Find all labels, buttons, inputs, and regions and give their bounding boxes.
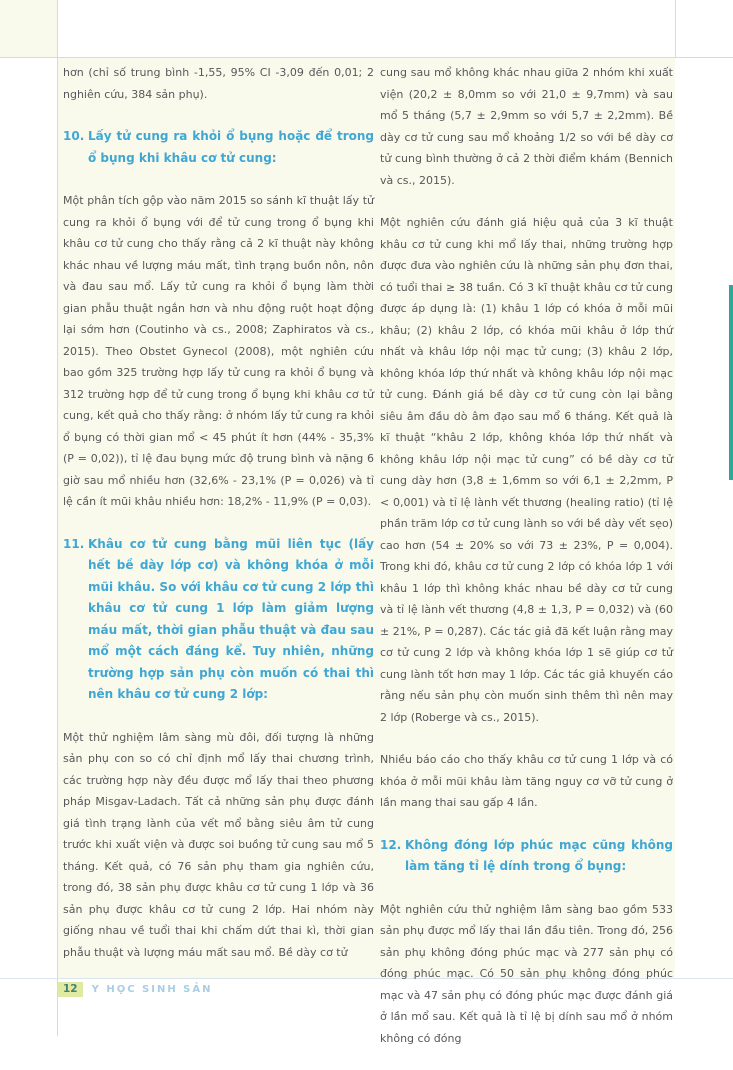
- paragraph-section-11-part1: Một thử nghiệm lâm sàng mù đôi, đối tượng là những sản phụ con so có chỉ định mổ lấy thai chương trình, các trường hợp này đều được mổ lấy thai theo phương pháp Misgav-Ladach. Tất cả những sản phụ được đánh giá tình trạng lành của vết mổ bằng siêu âm tử cung trước khi xuất viện và được soi buồng tử cung sau mổ 5 tháng. Kết quả, có 76 sản phụ tham gia nghiên cứu, trong đó, 38 sản phụ được khâu cơ tử cung 1 lớp và 36 sản phụ được khâu cơ tử cung 2 lớp. Hai nhóm này giống nhau về tuổi thai khi chấm dứt thai kì, thời gian phẫu thuật và lượng máu mất sau mổ. Bề dày cơ tử: [63, 730, 374, 959]
- section-10-number: 10.: [63, 129, 85, 143]
- section-11-title: Khâu cơ tử cung bằng mũi liên tục (lấy hết bề dày lớp cơ) và không khóa ở mỗi mũi khâu. So với khâu cơ tử cung 2 lớp thì khâu cơ tử cung 1 lớp làm giảm lượng máu mất, thời gian phẫu thuật và đau sau mổ một cách đáng kể. Tuy nhiên, những trường hợp sản phụ còn muốn có thai thì nên khâu cơ tử cung 2 lớp:: [88, 536, 374, 701]
- section-heading-12: [380, 835, 673, 878]
- left-margin-rule: [57, 0, 58, 1036]
- paragraph-section-11-part3: Một nghiên cứu đánh giá hiệu quả của 3 kĩ thuật khâu cơ tử cung khi mổ lấy thai, những trường hợp được đưa vào nghiên cứu là những sản phụ đơn thai, có tuổi thai ≥ 38 tuần. Có 3 kĩ thuật khâu cơ tử cung được áp dụng là: (1) khâu 1 lớp có khóa ở mỗi mũi khâu; (2) khâu 2 lớp, có khóa mũi khâu ở lớp thứ nhất và khâu lớp nội mạc tử cung; (3) khâu 2 lớp, không khóa lớp thứ nhất và không khâu lớp nội mạc tử cung. Đánh giá bề dày cơ tử cung còn lại bằng siêu âm đầu dò âm đạo sau mổ 6 tháng. Kết quả là kĩ thuật “khâu 2 lớp, không khóa lớp thứ nhất và không khâu lớp nội mạc tử cung” có bề dày cơ tử cung dày hơn (3,8 ± 1,6mm so với 6,1 ± 2,2mm, P < 0,001) và tỉ lệ lành vết thương (healing ratio) (tỉ lệ phần trăm lớp cơ tử cung lành so với bề dày vết sẹo) cao hơn (54 ± 20% so với 73 ± 23%, P = 0,004). Trong khi đó, khâu cơ tử cung 2 lớp có khóa lớp 1 với khâu 1 lớp thì không khác nhau bề dày cơ tử cung và tỉ lệ lành vết thương (4,8 ± 1,3, P = 0,032) và (60 ± 21%, P = 0,287). Các tác giả đã kết luận rằng may cơ tử cung 2 lớp và không khóa lớp 1 sẽ giúp cơ tử cung lành tốt hơn may 1 lớp. Các tác giả khuyến cáo rằng nếu sản phụ còn muốn sinh thêm thì nên may 2 lớp (Roberge và cs., 2015).: [380, 216, 673, 724]
- section-11-number: 11.: [63, 536, 85, 551]
- paragraph-section-11-part4: Nhiều báo cáo cho thấy khâu cơ tử cung 1 lớp và có khóa ở mỗi mũi khâu làm tăng nguy cơ vỡ tử cung ở lần mang thai sau gấp 4 lần.: [380, 753, 673, 809]
- edge-tab-marker: [729, 285, 733, 480]
- paragraph-section-10: Một phân tích gộp vào năm 2015 so sánh kĩ thuật lấy tử cung ra khỏi ổ bụng với để tử cung trong ổ bụng khi khâu cơ tử cung cho thấy rằng cả 2 kĩ thuật này không khác nhau về lượng máu mất, tình trạng buồn nôn, nôn và đau sau mổ. Lấy tử cung ra khỏi ổ bụng làm thời gian phẫu thuật ngắn hơn và nhu động ruột hoạt động lại sớm hơn (Coutinho và cs., 2008; Zaphiratos và cs., 2015). Theo Obstet Gynecol (2008), một nghiên cứu bao gồm 325 trường hợp lấy tử cung ra khỏi ổ bụng và 312 trường hợp để tử cung trong ổ bụng khi khâu cơ tử cung, kết quả cho thấy rằng: ở nhóm lấy tử cung ra khỏi ổ bụng có thời gian mổ < 45 phút ít hơn (44% - 35,3% (P = 0,02)), tỉ lệ đau bụng mức độ trung bình và nặng 6 giờ sau mổ nhiều hơn (32,6% - 23,1% (P = 0,026) và tỉ lệ cần ít mũi khâu nhiều hơn: 18,2% - 11,9% (P = 0,03).: [63, 194, 374, 508]
- paragraph-section-11-part2: cung sau mổ không khác nhau giữa 2 nhóm khi xuất viện (20,2 ± 8,0mm so với 21,0 ± 9,7mm) và sau mổ 5 tháng (5,7 ± 2,9mm so với 5,7 ± 2,2mm). Bề dày cơ tử cung sau mổ khoảng 1/2 so với bề dày cơ tử cung bình thường ở cả 2 thời điểm khám (Bennich và cs., 2015).: [380, 66, 673, 187]
- section-heading-10: [63, 126, 374, 169]
- section-12-title: Không đóng lớp phúc mạc cũng không làm tăng tỉ lệ dính trong ổ bụng:: [405, 837, 673, 873]
- journal-title: Y HỌC SINH SẢN: [91, 984, 213, 995]
- section-heading-11: [63, 534, 374, 706]
- right-column: [380, 62, 673, 1070]
- top-margin-rule: [0, 57, 733, 58]
- paragraph-intro: hơn (chỉ số trung bình -1,55, 95% CI -3,09 đến 0,01; 2 nghiên cứu, 384 sản phụ).: [63, 66, 374, 101]
- section-12-number: 12.: [380, 837, 402, 852]
- left-column: [63, 62, 374, 984]
- page-number-badge: 12: [58, 982, 83, 997]
- section-10-title: Lấy tử cung ra khỏi ổ bụng hoặc để trong ổ bụng khi khâu cơ tử cung:: [88, 129, 374, 165]
- footer: [58, 982, 213, 997]
- corner-decoration-block: [0, 0, 57, 57]
- paragraph-section-12: Một nghiên cứu thử nghiệm lâm sàng bao gồm 533 sản phụ được mổ lấy thai lần đầu tiên. Trong đó, 256 sản phụ không đóng phúc mạc và 277 sản phụ có đóng phúc mạc. Có 50 sản phụ không đóng phúc mạc và 47 sản phụ có đóng phúc mạc được đánh giá ở lần mổ sau. Kết quả là tỉ lệ bị dính sau mổ ở nhóm không có đóng: [380, 902, 673, 1045]
- right-top-margin-rule: [675, 0, 676, 57]
